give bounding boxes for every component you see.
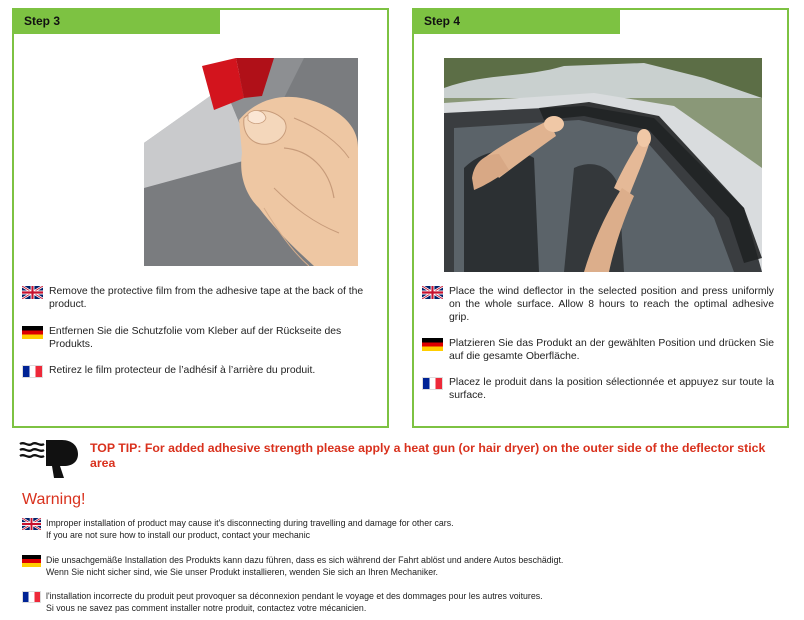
warning-de-line2: Wenn Sie nicht sicher sind, wie Sie unser Produkt installieren, wenden Sie sich an Ihren Mechaniker. — [46, 566, 438, 577]
step-3-text-en: Remove the protective film from the adhesive tape at the back of the product. — [49, 286, 364, 310]
germany-flag-icon — [22, 326, 43, 339]
step-3-label: Step 3 — [12, 8, 220, 34]
uk-flag-icon — [422, 286, 443, 299]
step-3-text-de: Entfernen Sie die Schutzfolie vom Kleber auf der Rückseite des Produkts. — [49, 326, 342, 350]
step-3-text-fr: Retirez le film protecteur de l’adhésif à l’arrière du produit. — [49, 365, 316, 376]
germany-flag-icon — [22, 555, 41, 567]
uk-flag-icon — [22, 518, 41, 530]
step-4-label: Step 4 — [412, 8, 620, 34]
uk-flag-icon — [22, 286, 43, 299]
france-flag-icon — [22, 591, 41, 603]
warning-en-line1: Improper installation of product may cause it's disconnecting during travelling and damage for other cars. — [46, 518, 454, 528]
warning-en-line2: If you are not sure how to install our product, contact your mechanic — [46, 529, 311, 540]
step-4-panel — [412, 8, 789, 428]
step-4-photo — [444, 58, 762, 272]
step-3-photo — [144, 58, 358, 266]
warning-title: Warning! — [22, 491, 86, 508]
warning-de-line1: Die unsachgemäße Installation des Produkts kann dazu führen, dass es sich während der Fahrt ablöst und andere Autos beschädigt. — [46, 555, 564, 565]
france-flag-icon — [422, 377, 443, 390]
germany-flag-icon — [422, 338, 443, 351]
step-4-text-de: Platzieren Sie das Produkt an der gewählten Position und drücken Sie auf die gesamte Oberfläche. — [449, 338, 774, 362]
step-4-text-fr: Placez le produit dans la position sélectionnée et appuyez sur toute la surface. — [449, 377, 774, 401]
warning-fr-line1: l'installation incorrecte du produit peut provoquer sa déconnexion pendant le voyage et des dommages pour les autres voitures. — [46, 591, 543, 601]
top-tip-text: TOP TIP: For added adhesive strength please apply a heat gun (or hair dryer) on the outer side of the deflector stick area — [90, 441, 766, 470]
step-3-panel — [12, 8, 389, 428]
warning-fr-line2: Si vous ne savez pas comment installer notre produit, contactez votre mécanicien. — [46, 602, 367, 613]
france-flag-icon — [22, 365, 43, 378]
step-4-text-en: Place the wind deflector in the selected position and press uniformly on the whole surface. Allow 8 hours to reach the optimal adhesive grip. — [449, 286, 774, 323]
hair-dryer-icon — [18, 432, 80, 480]
